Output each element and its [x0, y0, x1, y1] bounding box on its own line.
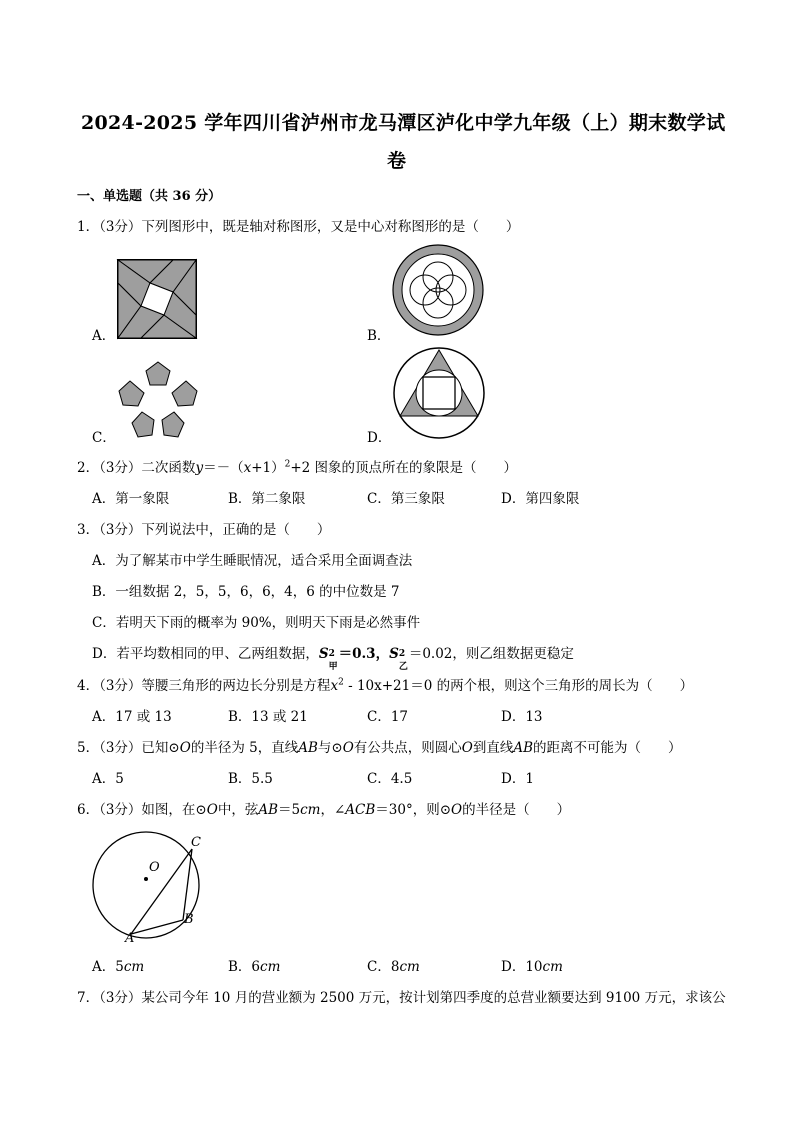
- q3-option-b: B．一组数据 2，5，5，6，6，4，6 的中位数是 7: [92, 584, 400, 600]
- q1-figure-d: [392, 346, 486, 440]
- q2-option-b: B．第二象限: [228, 491, 306, 507]
- q6-option-b: B．6cm: [228, 959, 281, 975]
- q4-option-d: D．13: [501, 709, 543, 725]
- page-title-continued: 卷: [387, 150, 407, 172]
- q6-label-b: B: [184, 912, 194, 927]
- section-heading: 一、单选题（共 36 分）: [77, 189, 222, 204]
- chord-ac: [131, 849, 192, 934]
- q3-option-a: A．为了解某市中学生睡眠情况，适合采用全面调查法: [92, 553, 413, 569]
- center-point: [144, 877, 148, 881]
- question-1-stem: 1．（3分）下列图形中，既是轴对称图形，又是中心对称图形的是（ ）: [77, 219, 520, 235]
- q5-option-d: D．1: [501, 771, 534, 787]
- q6-label-o: O: [149, 860, 160, 875]
- q1-option-b-label: B．: [367, 328, 391, 344]
- q2-option-a: A．第一象限: [92, 491, 170, 507]
- q1-option-a-label: A．: [92, 328, 116, 344]
- q5-option-c: C．4.5: [367, 771, 413, 787]
- q6-label-a: A: [125, 931, 135, 946]
- q3-option-d: D．若平均数相同的甲、乙两组数据，S 2 甲 ＝0.3，S 2 乙 ＝0.02，则乙组数据更稳定: [92, 646, 574, 672]
- q2-option-c: C．第三象限: [367, 491, 445, 507]
- q5-option-a: A．5: [92, 771, 124, 787]
- q3-option-c: C．若明天下雨的概率为 90%，则明天下雨是必然事件: [92, 615, 421, 631]
- question-5-stem: 5．（3分）已知⊙O的半径为 5，直线AB与⊙O有公共点，则圆心O到直线AB的距离不可能为（ ）: [77, 740, 682, 756]
- q1-figure-b: [392, 244, 484, 336]
- question-6-stem: 6．（3分）如图，在⊙O中，弦AB＝5cm，∠ACB＝30°，则⊙O的半径是（ ）: [77, 802, 571, 818]
- q1-option-d-label: D．: [367, 430, 392, 446]
- q1-option-c-label: C．: [92, 430, 116, 446]
- q2-option-d: D．第四象限: [501, 491, 580, 507]
- question-3-stem: 3．（3分）下列说法中，正确的是（ ）: [77, 522, 331, 538]
- q6-label-c: C: [191, 835, 201, 850]
- q6-option-a: A．5cm: [92, 959, 145, 975]
- q1-figure-c: [116, 360, 200, 440]
- q4-option-a: A．17 或 13: [92, 709, 172, 725]
- q1-figure-a: [117, 259, 197, 339]
- page-title: 2024-2025 学年四川省泸州市龙马潭区泸化中学九年级（上）期末数学试: [81, 112, 726, 134]
- question-2-stem: 2．（3分）二次函数$y=-(x+1)^2+2$ 图象的顶点所在的象限是（ ）: [77, 459, 518, 476]
- q4-option-b: B．13 或 21: [228, 709, 308, 725]
- q4-option-c: C．17: [367, 709, 409, 725]
- q6-option-d: D．10cm: [501, 959, 563, 975]
- question-4-stem: 4．（3分）等腰三角形的两边长分别是方程$x^2 - 10x+21=0$ 的两个根，则这个三角形的周长为（ ）: [77, 677, 694, 694]
- q6-option-c: C．8cm: [367, 959, 420, 975]
- question-7-stem: 7．（3分）某公司今年 10 月的营业额为 2500 万元，按计划第四季度的总营业额要达到 9100 万元，求该公: [77, 990, 726, 1006]
- q5-option-b: B．5.5: [228, 771, 273, 787]
